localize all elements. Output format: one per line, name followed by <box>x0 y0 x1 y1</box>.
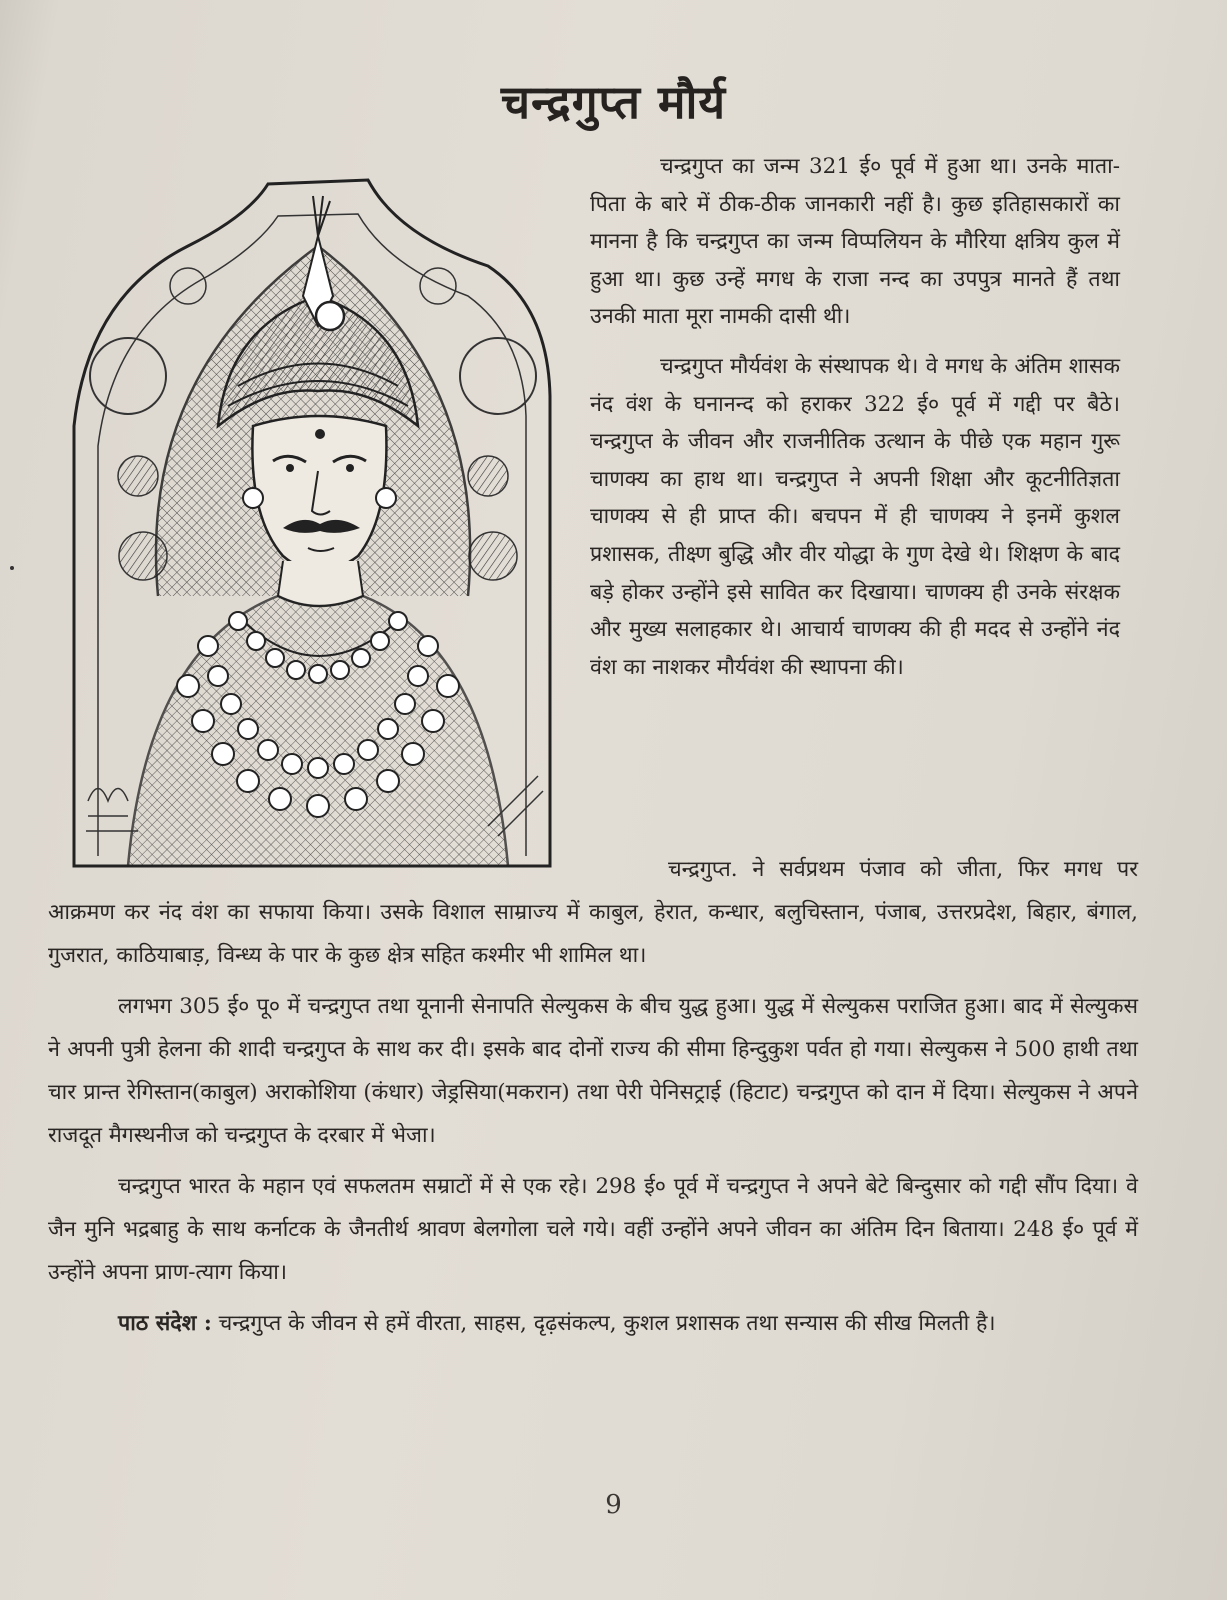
paragraph-seleucus: लगभग 305 ई० पू० में चन्द्रगुप्त तथा यूनानी सेनापति सेल्युकस के बीच युद्ध हुआ। युद्ध में सेल्युकस पराजित हुआ। बाद में सेल्युकस ने अपनी पुत्री हेलना की शादी चन्द्रगुप्त के साथ कर दी। इसके बाद दोनों राज्य की सीमा हिन्दुकुश पर्वत हो गया। सेल्युकस ने 500 हाथी तथा चार प्रान्त रेगिस्तान(काबुल) अराकोशिया (कंधार) जेड्रसिया(मकरान) तथा पेरी पेनिसट्राई (हिटाट) चन्द्रगुप्त को दान में दिया। सेल्युकस ने अपने राजदूत मैगस्थनीज को चन्द्रगुप्त के दरबार में भेजा। <box>48 994 1138 1148</box>
paragraph-later-life: चन्द्रगुप्त भारत के महान एवं सफलतम सम्राटों में से एक रहे। 298 ई० पूर्व में चन्द्रगुप्त ने अपने बेटे बिन्दुसार को गद्दी सौंप दिया। वे जैन मुनि भद्रबाहु के साथ कर्नाटक के जैनतीर्थ श्रावण बेलगोला चले गये। वहीं उन्होंने अपने जीवन का अंतिम दिन बिताया। 248 ई० पूर्व में उन्होंने अपना प्राण-त्याग किया। <box>48 1174 1138 1285</box>
paragraph-founder: चन्द्रगुप्त मौर्यवंश के संस्थापक थे। वे मगध के अंतिम शासक नंद वंश के घनानन्द को हराकर 322 ई० पूर्व में गद्दी पर बैठे। चन्द्रगुप्त के जीवन और राजनीतिक उत्थान के पीछे एक महान गुरू चाणक्य का हाथ था। चन्द्रगुप्त ने अपनी शिक्षा और कूटनीतिज्ञता चाणक्य से ही प्राप्त की। बचपन में ही चाणक्य ने इनमें कुशल प्रशासक, तीक्ष्ण बुद्धि और वीर योद्धा के गुण देखे थे। शिक्षण के बाद बड़े होकर उन्होंने इसे सावित कर दिखाया। चाणक्य ही उनके संरक्षक और मुख्य सलाहकार थे। आचार्य चाणक्य की ही मदद से उन्होंने नंद वंश का नाशकर मौर्यवंश की स्थापना की। <box>590 353 1120 680</box>
lesson-label: पाठ संदेश : <box>118 1311 212 1336</box>
page-title: चन्द्रगुप्त मौर्य <box>500 75 727 129</box>
lesson-message <box>48 1302 1138 1345</box>
top-right-column <box>590 148 1120 698</box>
portrait-illustration <box>68 176 558 871</box>
paragraph-birth: चन्द्रगुप्त का जन्म 321 ई० पूर्व में हुआ था। उनके माता-पिता के बारे में ठीक-ठीक जानकारी नहीं है। कुछ इतिहासकारों का मानना है कि चन्द्रगुप्त का जन्म विप्पलियन के मौरिया क्षत्रिय कुल में हुआ था। कुछ उन्हें मगध के राजा नन्द का उपपुत्र मानते हैं तथा उनकी माता मूरा नामकी दासी थी। <box>590 154 1120 330</box>
ink-dot <box>10 566 14 570</box>
paragraph-conquests: चन्द्रगुप्त. ने सर्वप्रथम पंजाव को जीता, फिर मगध पर आक्रमण कर नंद वंश का सफाया किया। उसके विशाल साम्राज्य में काबुल, हेरात, कन्धार, बलुचिस्तान, पंजाब, उत्तरप्रदेश, बिहार, बंगाल, गुजरात, काठियाबाड़, विन्ध्य के पार के कुछ क्षेत्र सहित कश्मीर भी शामिल था। <box>48 857 1138 968</box>
lesson-text: चन्द्रगुप्त के जीवन से हमें वीरता, साहस, दृढ़संकल्प, कुशल प्रशासक तथा सन्यास की सीख मिलती है। <box>211 1311 996 1336</box>
full-width-text <box>48 848 1138 1353</box>
page-number: 9 <box>605 1490 622 1520</box>
